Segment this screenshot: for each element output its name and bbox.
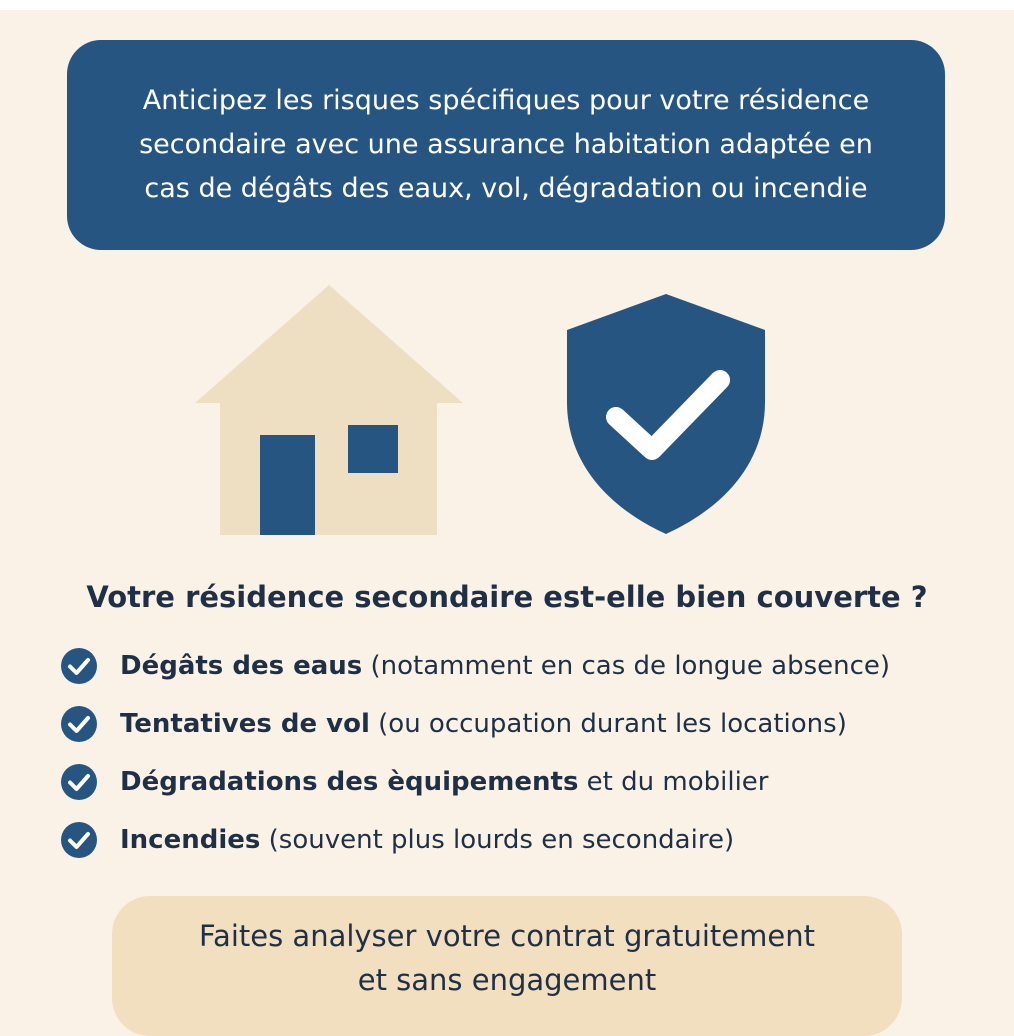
top-strip bbox=[0, 0, 1014, 10]
coverage-item-title: Dégradations des èquipements bbox=[120, 767, 579, 797]
cta-text: Faites analyser votre contrat gratuitement et sans engagement bbox=[199, 919, 815, 997]
coverage-list bbox=[60, 637, 990, 869]
coverage-item-detail: (ou occupation durant les locations) bbox=[369, 709, 847, 739]
coverage-item-title: Tentatives de vol bbox=[120, 709, 370, 739]
house-icon bbox=[195, 285, 463, 535]
coverage-item-water-damage bbox=[60, 637, 990, 695]
coverage-item-title: Dégâts des eaus bbox=[120, 651, 363, 681]
shield-check-icon bbox=[560, 292, 772, 536]
coverage-item-title: Incendies bbox=[120, 825, 261, 855]
check-circle-icon bbox=[60, 763, 98, 801]
intro-banner-text: Anticipez les risques spécifiques pour votre résidence secondaire avec une assurance habitation adaptée en cas de dégâts des eaux, vol, dégradation ou incendie bbox=[139, 85, 873, 204]
coverage-item-detail: et du mobilier bbox=[578, 767, 769, 797]
check-circle-icon bbox=[60, 821, 98, 859]
coverage-item-fire bbox=[60, 811, 990, 869]
check-circle-icon bbox=[60, 705, 98, 743]
cta-box[interactable] bbox=[112, 896, 902, 1036]
coverage-question: Votre résidence secondaire est-elle bien couverte ? bbox=[86, 580, 928, 614]
intro-banner bbox=[67, 40, 945, 250]
coverage-item-detail: (notamment en cas de longue absence) bbox=[362, 651, 891, 681]
check-circle-icon bbox=[60, 647, 98, 685]
coverage-item-theft bbox=[60, 695, 990, 753]
coverage-item-detail: (souvent plus lourds en secondaire) bbox=[260, 825, 735, 855]
coverage-item-damage bbox=[60, 753, 990, 811]
